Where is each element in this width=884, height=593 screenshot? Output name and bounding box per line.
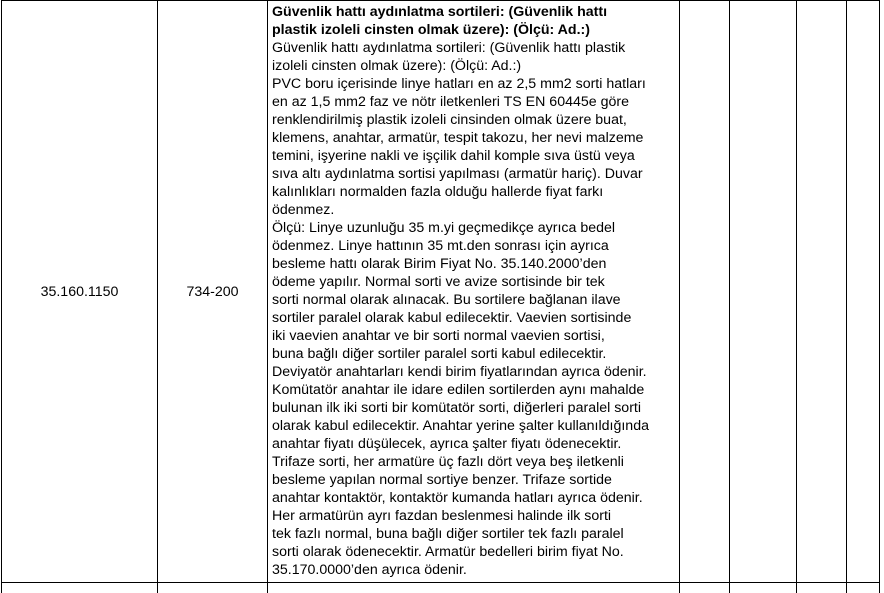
quantity-cell [730, 583, 797, 593]
description-text: Güvenlik hattı aydınlatma sortileri: (Güvenlik hattı plastik izoleli cinsten olmak üzere): (Ölçü: Ad.:) PVC boru içerisinde linye hatları en az 2,5 mm2 sorti hatları en az 1,5 mm2 faz ve nötr iletkenleri TS EN 60445e göre renklendirilmiş plastik izoleli cinsinden olmak üzere buat, klemens, anahtar, armatür, tespit takozu, her nevi malzeme temini, işyerine nakli ve işçilik dahil komple sıva üstü veya sıva altı aydınlatma sortisi yapılması (armatür hariç). Duvar kalınlıkları normalden fazla olduğu hallerde fiyat farkı ödenmez. Ölçü: Linye uzunluğu 35 m.yi geçmedikçe ayrıca bedel ödenmez. Linye hattının 35 mt.den sonrası için ayrıca besleme hattı olarak Birim Fiyat No. 35.140.2000’den ödeme yapılır. Normal sorti ve avize sortisinde bir tek sorti normal olarak alınacak. Bu sortilere bağlanan ilave sortiler paralel olarak kabul edilecektir. Vaevien sortisinde iki vaevien anahtar ve bir sorti normal vaevien sortisi, buna bağlı diğer sortiler paralel sorti kabul edilecektir. Deviyatör anahtarları kendi birim fiyatlarından ayrıca ödenir. Komütatör anahtar ile idare edilen sortilerden aynı mahalde bulunan ilk iki sorti bir komütatör sorti, diğerleri paralel sorti olarak kabul edilecektir. Anahtar yerine şalter kullanıldığında anahtar fiyatı düşülecek, ayrıca şalter fiyatı ödenecektir. Trifaze sorti, her armatüre üç fazlı dört veya beş iletkenli besleme yapılan normal sortiye benzer. Trifaze sortide anahtar kontaktör, kontaktör kumanda hatları ayrıca ödenir. Her armatürün ayrı fazdan beslenmesi halinde ilk sorti tek fazlı normal, buna bağlı diğer sortiler tek fazlı paralel sorti olarak ödenecektir. Armatür bedelleri birim fiyat No. 35.170.0000’den ayrıca ödenir. [272, 40, 649, 578]
reference-code: 734-200 [186, 283, 239, 300]
description-cell [268, 583, 680, 593]
position-code: 35.160.1150 [40, 283, 119, 300]
unit-price-cell [797, 1, 847, 583]
table-row [2, 1, 880, 583]
specification-table [1, 0, 880, 593]
total-cell [847, 583, 880, 593]
table-row [2, 583, 880, 593]
unit-price-cell [797, 583, 847, 593]
unit-cell [680, 1, 730, 583]
quantity-cell [730, 1, 797, 583]
description-cell [268, 1, 680, 583]
reference-code-cell [158, 1, 268, 583]
position-code-cell [2, 1, 158, 583]
total-cell [847, 1, 880, 583]
reference-code-cell [158, 583, 268, 593]
unit-cell [680, 583, 730, 593]
position-code-cell [2, 583, 158, 593]
description-title: Güvenlik hattı aydınlatma sortileri: (Güvenlik hattı plastik izoleli cinsten olmak üzere): (Ölçü: Ad.:) [272, 4, 608, 38]
